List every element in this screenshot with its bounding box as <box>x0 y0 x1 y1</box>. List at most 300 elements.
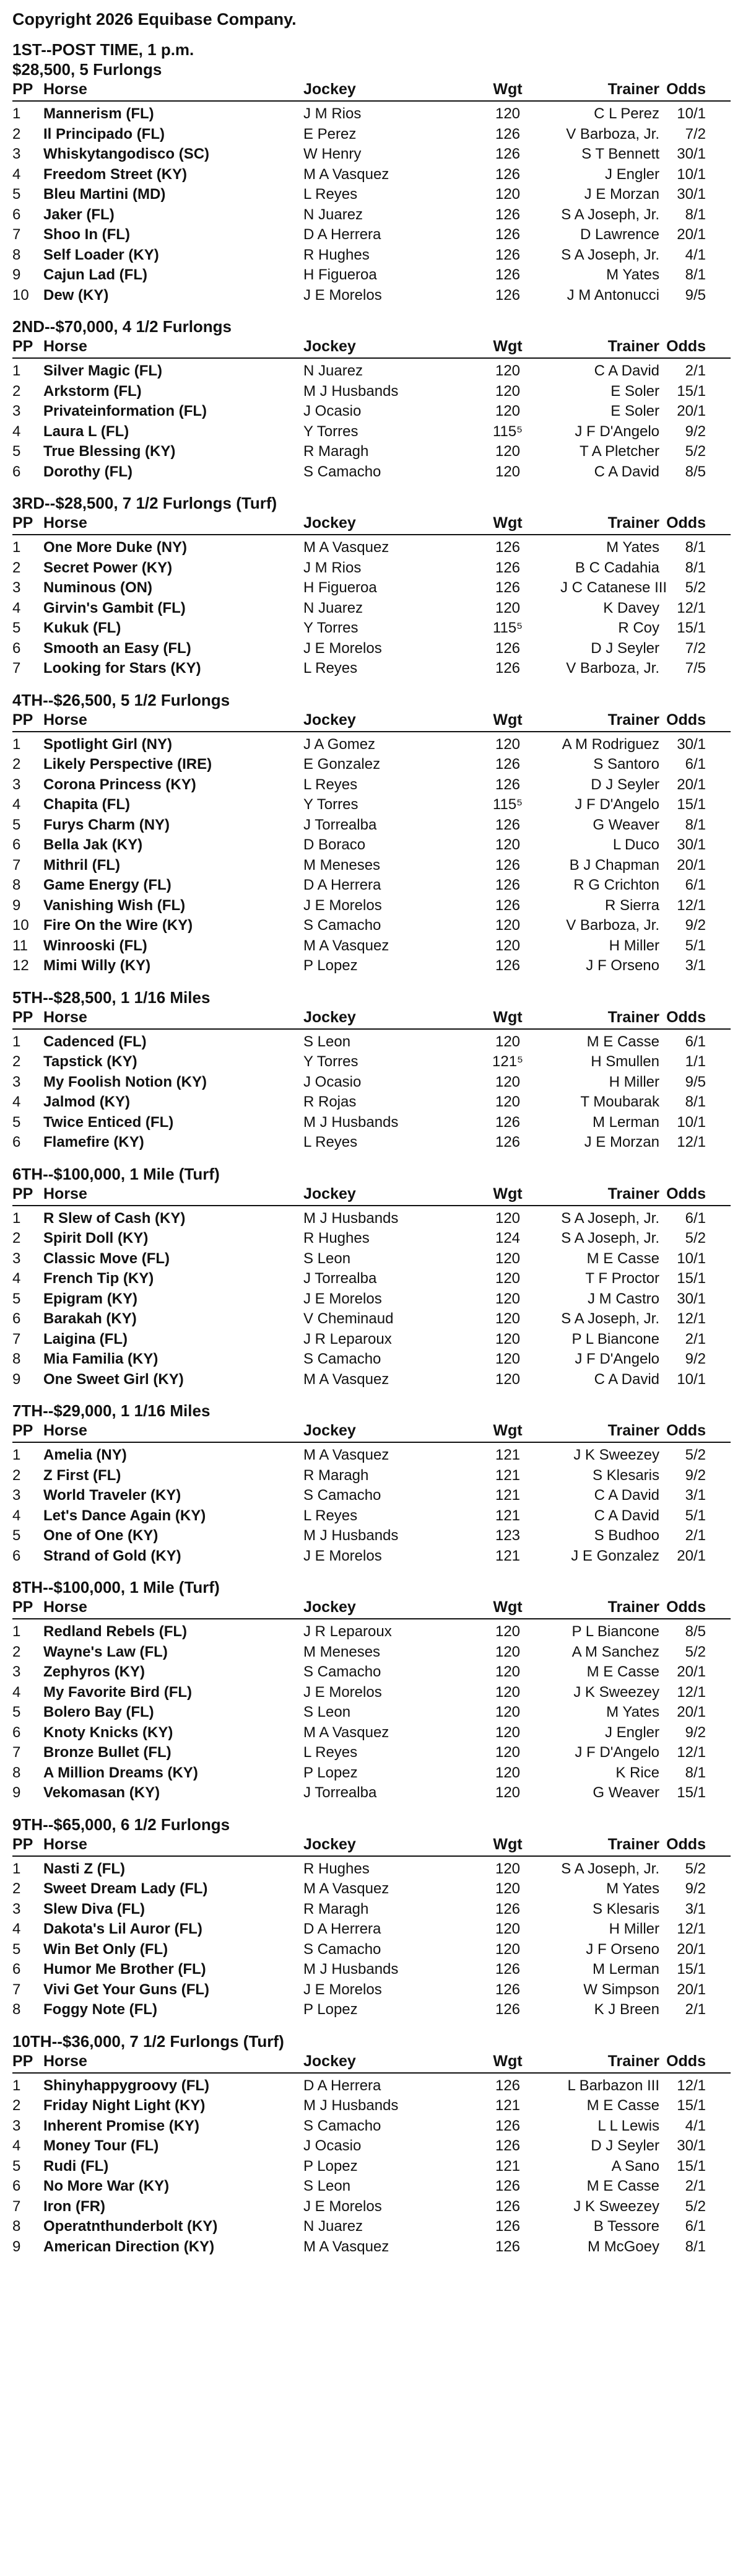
entry-jockey: J M Rios <box>303 559 362 576</box>
entry-jockey: J E Morelos <box>303 1290 382 1307</box>
entry-wgt: 126 <box>495 125 521 142</box>
entry-horse: Friday Night Light (KY) <box>43 2097 206 2114</box>
entry-pp: 8 <box>12 246 21 263</box>
column-header-jockey: Jockey <box>303 2052 356 2070</box>
entry-wgt: 120 <box>495 937 521 954</box>
column-header-pp: PP <box>12 81 33 98</box>
entry-jockey: J E Morelos <box>303 286 382 304</box>
entry-jockey: L Reyes <box>303 776 358 793</box>
entry-wgt: 120 <box>495 1073 521 1090</box>
entry-wgt: 126 <box>495 2218 521 2235</box>
column-header-row <box>12 1421 731 1443</box>
entry-odds: 10/1 <box>677 1250 706 1267</box>
entry-trainer: S Santoro <box>593 756 659 773</box>
entry-wgt: 126 <box>495 246 521 263</box>
column-header-row <box>12 1184 731 1206</box>
entry-horse: Arkstorm (FL) <box>43 382 142 400</box>
entry-horse: Kukuk (FL) <box>43 620 121 636</box>
column-header-trainer: Trainer <box>607 1598 659 1616</box>
entry-trainer: V Barboza, Jr. <box>566 917 659 934</box>
entry-jockey: S Camacho <box>303 1487 381 1504</box>
entry-odds: 15/1 <box>677 1270 706 1287</box>
entry-row <box>12 205 731 226</box>
entry-wgt: 126 <box>495 559 521 576</box>
column-header-jockey: Jockey <box>303 1598 356 1616</box>
entry-horse: Girvin's Gambit (FL) <box>43 599 186 616</box>
entry-trainer: M Yates <box>606 1704 659 1720</box>
entry-trainer: E Soler <box>610 382 659 400</box>
entry-odds: 8/1 <box>685 1764 706 1781</box>
entry-trainer: M E Casse <box>586 2097 659 2114</box>
entry-wgt: 120 <box>495 1683 521 1701</box>
entry-odds: 12/1 <box>677 1683 706 1701</box>
entry-trainer: J F D'Angelo <box>575 423 659 440</box>
column-header-odds: Odds <box>666 1008 706 1026</box>
entry-pp: 1 <box>12 1209 21 1227</box>
entry-odds: 12/1 <box>677 1744 706 1761</box>
entry-wgt: 121 <box>495 2097 521 2114</box>
entry-pp: 3 <box>12 403 21 419</box>
entry-odds: 15/1 <box>677 796 706 813</box>
entry-trainer: L L Lewis <box>597 2117 659 2134</box>
entry-wgt: 126 <box>495 660 521 677</box>
entry-wgt: 120 <box>495 1623 521 1640</box>
column-header-wgt: Wgt <box>493 1598 523 1616</box>
entry-odds: 12/1 <box>677 1921 706 1937</box>
entry-odds: 30/1 <box>677 186 706 203</box>
entry-row <box>12 1940 731 1960</box>
entry-row <box>12 2116 731 2137</box>
entry-row <box>12 442 731 462</box>
column-header-pp: PP <box>12 1422 33 1439</box>
entry-jockey: J E Morelos <box>303 1547 382 1564</box>
entry-pp: 4 <box>12 1507 21 1524</box>
entry-pp: 6 <box>12 639 21 657</box>
entry-trainer: B Tessore <box>593 2218 659 2235</box>
race-section <box>12 988 731 1153</box>
entry-horse: Whiskytangodisco (SC) <box>43 146 210 162</box>
entry-trainer: S A Joseph, Jr. <box>561 1860 659 1877</box>
entry-trainer: C L Perez <box>594 105 659 122</box>
entry-horse: My Foolish Notion (KY) <box>43 1073 207 1090</box>
entry-jockey: H Figueroa <box>303 579 377 596</box>
entry-horse: Silver Magic (FL) <box>43 362 163 379</box>
entry-wgt: 121⁵ <box>492 1053 523 1070</box>
entry-jockey: E Perez <box>303 125 357 142</box>
entry-odds: 5/2 <box>685 443 706 460</box>
entry-row <box>12 735 731 755</box>
entry-trainer: J F Orseno <box>586 1940 659 1958</box>
entry-horse: One More Duke (NY) <box>43 539 188 556</box>
column-header-odds: Odds <box>666 1185 706 1203</box>
entry-wgt: 126 <box>495 756 521 773</box>
entry-pp: 7 <box>12 2197 21 2215</box>
entry-horse: Winrooski (FL) <box>43 937 147 954</box>
entry-wgt: 120 <box>495 735 521 753</box>
entry-trainer: G Weaver <box>593 816 659 833</box>
entry-horse: Amelia (NY) <box>43 1447 127 1463</box>
column-header-wgt: Wgt <box>493 514 523 532</box>
entry-wgt: 126 <box>495 957 521 974</box>
entry-wgt: 120 <box>495 1764 521 1781</box>
column-header-jockey: Jockey <box>303 711 356 729</box>
entry-trainer: H Miller <box>609 1921 659 1937</box>
entry-wgt: 126 <box>495 165 521 183</box>
race-section <box>12 493 731 679</box>
entry-odds: 12/1 <box>677 1134 706 1150</box>
entry-horse: Redland Rebels (FL) <box>43 1623 188 1640</box>
entry-odds: 6/1 <box>685 2218 706 2235</box>
entry-jockey: M A Vasquez <box>303 1880 389 1897</box>
entry-pp: 8 <box>12 1764 21 1781</box>
entry-jockey: D A Herrera <box>303 1921 381 1937</box>
entry-odds: 30/1 <box>677 836 706 853</box>
entry-horse: Mimi Willy (KY) <box>43 957 151 974</box>
entry-horse: Dew (KY) <box>43 286 109 304</box>
entry-wgt: 121 <box>495 1466 521 1484</box>
entry-row <box>12 1743 731 1763</box>
entry-pp: 2 <box>12 125 21 142</box>
entry-horse: Strand of Gold (KY) <box>43 1547 181 1564</box>
entry-trainer: R Sierra <box>604 896 659 914</box>
column-header-row <box>12 710 731 732</box>
entry-pp: 1 <box>12 1033 21 1050</box>
column-header-trainer: Trainer <box>607 1008 659 1026</box>
entry-jockey: S Camacho <box>303 2117 381 2134</box>
entry-odds: 2/1 <box>685 2178 706 2194</box>
entry-jockey: Y Torres <box>303 796 358 813</box>
column-header-row <box>12 336 731 359</box>
entry-jockey: S Leon <box>303 1704 351 1720</box>
entry-jockey: R Hughes <box>303 246 370 263</box>
entry-trainer: R G Crichton <box>573 877 659 893</box>
entry-trainer: J M Antonucci <box>567 286 659 304</box>
entry-row <box>12 1486 731 1506</box>
column-header-pp: PP <box>12 2052 33 2070</box>
entry-pp: 12 <box>12 957 29 974</box>
entry-odds: 8/1 <box>685 1093 706 1110</box>
entry-odds: 15/1 <box>677 1784 706 1801</box>
column-header-odds: Odds <box>666 81 706 98</box>
entry-horse: Dorothy (FL) <box>43 463 133 480</box>
entry-jockey: W Henry <box>303 146 362 162</box>
column-header-jockey: Jockey <box>303 1422 356 1439</box>
entry-wgt: 120 <box>495 1209 521 1227</box>
entry-trainer: J E Morzan <box>584 186 659 203</box>
entry-horse: World Traveler (KY) <box>43 1487 181 1504</box>
entry-horse: Corona Princess (KY) <box>43 776 196 793</box>
entry-trainer: M E Casse <box>586 1033 659 1050</box>
entry-wgt: 126 <box>495 146 521 162</box>
entry-odds: 30/1 <box>677 2137 706 2154</box>
entry-pp: 6 <box>12 206 21 223</box>
entry-trainer: V Barboza, Jr. <box>566 125 659 142</box>
entry-horse: American Direction (KY) <box>43 2238 215 2255</box>
entry-pp: 7 <box>12 1981 21 1998</box>
entry-wgt: 120 <box>495 1704 521 1720</box>
entry-row <box>12 856 731 876</box>
entry-trainer: C A David <box>594 1507 659 1524</box>
column-header-row <box>12 1007 731 1030</box>
entry-trainer: C A David <box>594 1370 659 1388</box>
entry-pp: 5 <box>12 1290 21 1307</box>
entry-horse: Secret Power (KY) <box>43 559 173 576</box>
entry-row <box>12 2176 731 2197</box>
entry-row <box>12 422 731 442</box>
entry-horse: Vekomasan (KY) <box>43 1784 160 1801</box>
entry-jockey: S Leon <box>303 1250 351 1267</box>
entry-horse: Fire On the Wire (KY) <box>43 917 193 934</box>
entry-pp: 3 <box>12 146 21 162</box>
entry-odds: 6/1 <box>685 756 706 773</box>
entry-odds: 9/2 <box>685 1880 706 1897</box>
entry-trainer: M Yates <box>606 1880 659 1897</box>
entry-trainer: A M Sanchez <box>571 1643 659 1660</box>
entry-pp: 3 <box>12 2117 21 2134</box>
entry-odds: 12/1 <box>677 896 706 914</box>
entry-pp: 2 <box>12 1053 21 1070</box>
entry-trainer: R Coy <box>618 620 659 636</box>
entry-trainer: G Weaver <box>593 1784 659 1801</box>
entry-row <box>12 1622 731 1642</box>
entry-horse: Mia Familia (KY) <box>43 1351 159 1367</box>
entry-pp: 3 <box>12 776 21 793</box>
entry-odds: 30/1 <box>677 146 706 162</box>
entry-horse: One of One (KY) <box>43 1527 159 1544</box>
entry-row <box>12 1980 731 2000</box>
entry-row <box>12 1960 731 1980</box>
entry-row <box>12 1783 731 1803</box>
entry-jockey: M J Husbands <box>303 382 399 400</box>
column-header-horse: Horse <box>43 1835 87 1853</box>
race-section <box>12 1401 731 1566</box>
entry-row <box>12 1662 731 1683</box>
entry-trainer: D Lawrence <box>580 226 659 243</box>
column-header-wgt: Wgt <box>493 711 523 729</box>
entry-jockey: N Juarez <box>303 2218 363 2235</box>
race-title: 5TH--$28,500, 1 1/16 Miles <box>12 988 211 1007</box>
column-header-jockey: Jockey <box>303 1008 356 1026</box>
column-header-row <box>12 2051 731 2074</box>
entry-pp: 4 <box>12 599 21 616</box>
entry-wgt: 120 <box>495 836 521 853</box>
entry-odds: 3/1 <box>685 1487 706 1504</box>
entry-trainer: J C Catanese III <box>560 579 667 596</box>
entry-pp: 5 <box>12 620 21 636</box>
entry-odds: 15/1 <box>677 2097 706 2114</box>
column-header-wgt: Wgt <box>493 1422 523 1439</box>
entry-odds: 2/1 <box>685 1527 706 1544</box>
entry-row <box>12 578 731 598</box>
entry-odds: 9/2 <box>685 1351 706 1367</box>
entry-odds: 15/1 <box>677 1961 706 1978</box>
entry-trainer: J M Castro <box>587 1290 659 1307</box>
column-header-odds: Odds <box>666 711 706 729</box>
entry-horse: Cadenced (FL) <box>43 1033 147 1050</box>
entry-jockey: R Maragh <box>303 443 369 460</box>
entry-pp: 9 <box>12 2238 21 2255</box>
entry-wgt: 126 <box>495 579 521 596</box>
entry-trainer: B C Cadahia <box>575 559 659 576</box>
entry-row <box>12 104 731 125</box>
entry-jockey: P Lopez <box>303 2157 358 2175</box>
column-header-trainer: Trainer <box>607 81 659 98</box>
entry-jockey: J Ocasio <box>303 2137 362 2154</box>
entry-trainer: M Yates <box>606 539 659 556</box>
entry-wgt: 115⁵ <box>492 423 523 440</box>
entry-row <box>12 1289 731 1310</box>
entry-pp: 7 <box>12 1744 21 1761</box>
entry-pp: 9 <box>12 1370 21 1388</box>
entry-jockey: R Maragh <box>303 1466 369 1484</box>
entry-odds: 10/1 <box>677 165 706 183</box>
entry-row <box>12 1879 731 1899</box>
entry-odds: 6/1 <box>685 1033 706 1050</box>
entry-trainer: S Klesaris <box>592 1900 659 1917</box>
entry-pp: 1 <box>12 735 21 753</box>
column-header-wgt: Wgt <box>493 81 523 98</box>
entry-jockey: Y Torres <box>303 1053 358 1070</box>
entry-jockey: S Camacho <box>303 463 381 480</box>
column-header-odds: Odds <box>666 1598 706 1616</box>
entry-trainer: M Lerman <box>592 1113 659 1131</box>
entry-horse: Shoo In (FL) <box>43 226 130 243</box>
entry-trainer: S A Joseph, Jr. <box>561 1230 659 1246</box>
entry-pp: 6 <box>12 2178 21 2194</box>
entry-jockey: M A Vasquez <box>303 1447 389 1463</box>
entry-pp: 1 <box>12 2077 21 2094</box>
entry-row <box>12 956 731 976</box>
entry-pp: 1 <box>12 362 21 379</box>
entry-pp: 2 <box>12 1466 21 1484</box>
entry-jockey: J E Morelos <box>303 1981 382 1998</box>
race-section <box>12 690 731 976</box>
entry-pp: 2 <box>12 1643 21 1660</box>
entry-horse: Numinous (ON) <box>43 579 152 596</box>
entry-trainer: E Soler <box>610 403 659 419</box>
entry-wgt: 120 <box>495 105 521 122</box>
entry-trainer: J K Sweezey <box>573 2197 659 2215</box>
entry-row <box>12 361 731 382</box>
entry-trainer: C A David <box>594 463 659 480</box>
entry-wgt: 126 <box>495 2077 521 2094</box>
entry-wgt: 126 <box>495 1961 521 1978</box>
entry-jockey: E Gonzalez <box>303 756 381 773</box>
column-header-wgt: Wgt <box>493 1008 523 1026</box>
entry-wgt: 120 <box>495 403 521 419</box>
entry-pp: 5 <box>12 2157 21 2175</box>
column-header-row <box>12 1597 731 1619</box>
entry-row <box>12 1526 731 1546</box>
entry-pp: 6 <box>12 1310 21 1327</box>
column-header-odds: Odds <box>666 338 706 355</box>
entry-odds: 20/1 <box>677 1663 706 1680</box>
entry-horse: Laura L (FL) <box>43 423 129 440</box>
entry-row <box>12 225 731 245</box>
entry-horse: Slew Diva (FL) <box>43 1900 146 1917</box>
entry-pp: 5 <box>12 1940 21 1958</box>
entry-trainer: K J Breen <box>594 2001 659 2018</box>
entry-wgt: 120 <box>495 917 521 934</box>
entry-horse: Spotlight Girl (NY) <box>43 735 172 753</box>
entry-row <box>12 286 731 306</box>
copyright-notice: Copyright 2026 Equibase Company. <box>12 10 297 28</box>
entry-horse: Win Bet Only (FL) <box>43 1940 168 1958</box>
entry-row <box>12 1859 731 1880</box>
entry-row <box>12 1349 731 1370</box>
race-section <box>12 2031 731 2258</box>
entry-horse: Knoty Knicks (KY) <box>43 1724 173 1741</box>
entry-pp: 3 <box>12 1487 21 1504</box>
entry-pp: 5 <box>12 1704 21 1720</box>
entry-odds: 12/1 <box>677 599 706 616</box>
entry-wgt: 126 <box>495 856 521 874</box>
entry-wgt: 120 <box>495 1270 521 1287</box>
entry-odds: 5/1 <box>685 1507 706 1524</box>
entry-wgt: 126 <box>495 877 521 893</box>
entry-horse: Flamefire (KY) <box>43 1134 144 1150</box>
column-header-horse: Horse <box>43 81 87 98</box>
column-header-horse: Horse <box>43 1422 87 1439</box>
entry-wgt: 120 <box>495 1351 521 1367</box>
entry-pp: 8 <box>12 2001 21 2018</box>
entry-trainer: H Miller <box>609 937 659 954</box>
entry-jockey: J M Rios <box>303 105 362 122</box>
entry-jockey: M A Vasquez <box>303 1724 389 1741</box>
entry-trainer: S T Bennett <box>581 146 659 162</box>
entry-trainer: J E Gonzalez <box>571 1547 659 1564</box>
entry-odds: 9/2 <box>685 1466 706 1484</box>
entry-pp: 9 <box>12 1784 21 1801</box>
entry-pp: 4 <box>12 2137 21 2154</box>
column-header-horse: Horse <box>43 1185 87 1203</box>
entry-row <box>12 2237 731 2258</box>
entry-wgt: 120 <box>495 463 521 480</box>
entry-horse: Humor Me Brother (FL) <box>43 1961 206 1978</box>
entry-trainer: B J Chapman <box>569 856 659 874</box>
column-header-jockey: Jockey <box>303 1185 356 1203</box>
column-header-trainer: Trainer <box>607 1835 659 1853</box>
entry-odds: 15/1 <box>677 620 706 636</box>
entry-jockey: J E Morelos <box>303 896 382 914</box>
entry-pp: 8 <box>12 2218 21 2235</box>
entry-odds: 5/2 <box>685 1643 706 1660</box>
entry-jockey: M Meneses <box>303 1643 381 1660</box>
entry-horse: Smooth an Easy (FL) <box>43 639 191 657</box>
entry-pp: 2 <box>12 382 21 400</box>
entry-jockey: R Hughes <box>303 1860 370 1877</box>
entry-wgt: 124 <box>495 1230 521 1246</box>
entry-wgt: 120 <box>495 599 521 616</box>
entry-row <box>12 125 731 145</box>
entry-horse: Operatnthunderbolt (KY) <box>43 2218 218 2235</box>
column-header-row <box>12 79 731 102</box>
entry-odds: 20/1 <box>677 403 706 419</box>
column-header-pp: PP <box>12 1185 33 1203</box>
race-title: 10TH--$36,000, 7 1/2 Furlongs (Turf) <box>12 2031 284 2051</box>
entry-jockey: J Torrealba <box>303 1270 377 1287</box>
entry-horse: Mithril (FL) <box>43 856 120 874</box>
entry-pp: 5 <box>12 1527 21 1544</box>
entry-trainer: M McGoey <box>587 2238 659 2255</box>
entry-row <box>12 462 731 483</box>
entry-jockey: V Cheminaud <box>303 1310 394 1327</box>
entry-trainer: J K Sweezey <box>573 1447 659 1463</box>
entry-jockey: Y Torres <box>303 423 358 440</box>
entry-horse: Game Energy (FL) <box>43 877 172 893</box>
entry-odds: 20/1 <box>677 776 706 793</box>
entry-row <box>12 1072 731 1093</box>
